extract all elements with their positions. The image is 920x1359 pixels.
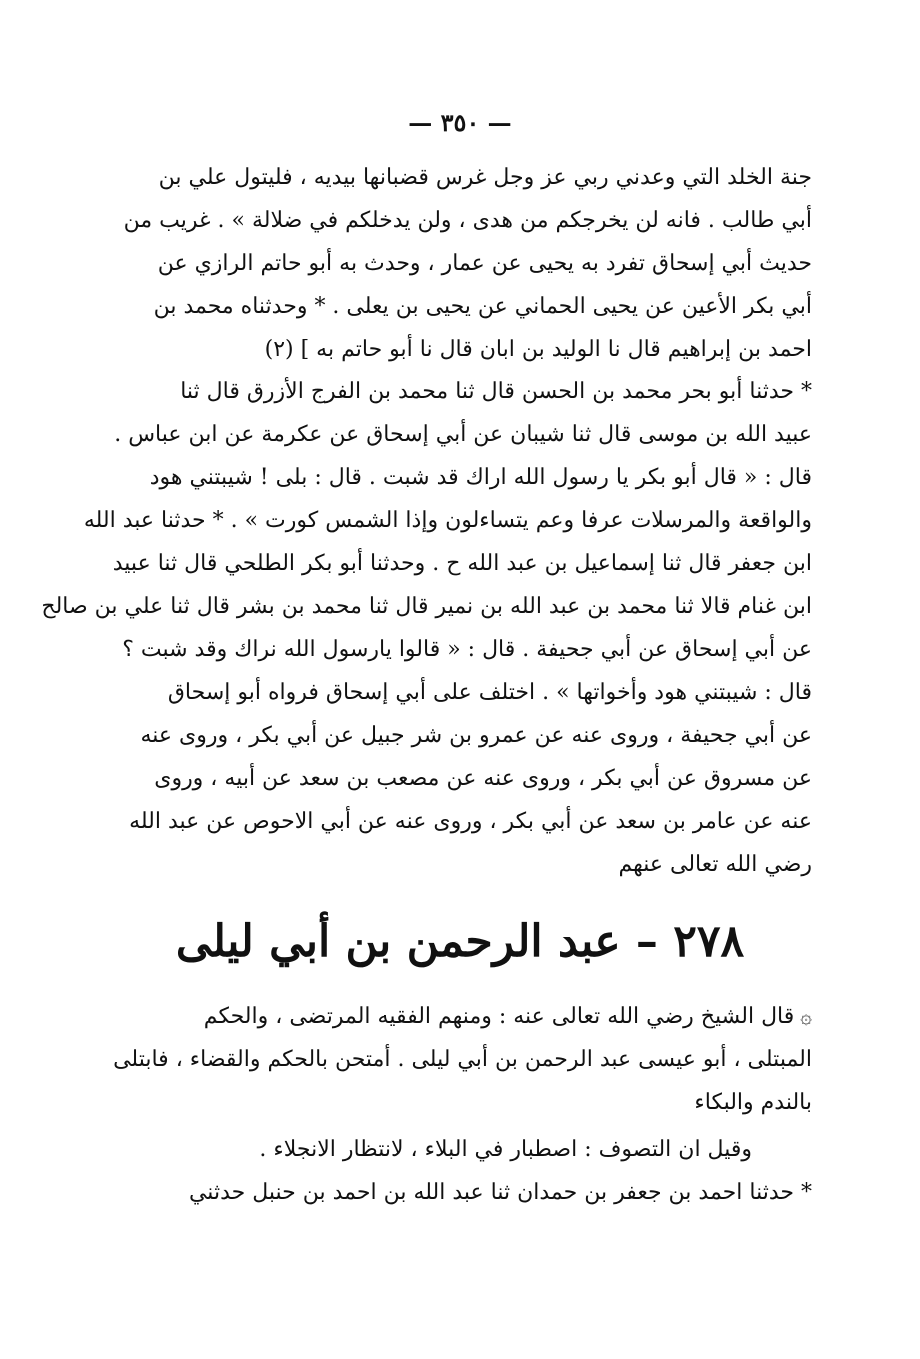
- text-line: أبي طالب . فانه لن يخرجكم من هدى ، ولن يدخلكم في ضلالة » . غريب من: [123, 208, 812, 233]
- text-line: حديث أبي إسحاق تفرد به يحيى عن عمار ، وحدث به أبو حاتم الرازي عن: [157, 251, 812, 276]
- text-line: المبتلى ، أبو عيسى عبد الرحمن بن أبي ليلى . أمتحن بالحكم والقضاء ، فابتلى: [113, 1047, 812, 1072]
- text-line: بالندم والبكاء: [694, 1090, 812, 1115]
- text-line: ابن غنام قالا ثنا محمد بن عبد الله بن نمير قال ثنا محمد بن بشر قال ثنا علي بن صالح: [41, 594, 812, 619]
- text-line: * حدثنا احمد بن جعفر بن حمدان ثنا عبد الله بن احمد بن حنبل حدثني: [188, 1180, 812, 1205]
- text-line: عبيد الله بن موسى قال ثنا شيبان عن أبي إسحاق عن عكرمة عن ابن عباس .: [114, 422, 812, 447]
- text-line: عن أبي جحيفة ، وروى عنه عن عمرو بن شر جبيل عن أبي بكر ، وروى عنه: [140, 723, 812, 748]
- text-line: قال : « قال أبو بكر يا رسول الله اراك قد شبت . قال : بلى ! شيبتني هود: [149, 465, 812, 490]
- text-line-content: قال الشيخ رضي الله تعالى عنه : ومنهم الفقيه المرتضى ، والحكم: [203, 1004, 795, 1029]
- text-line: وقيل ان التصوف : اصطبار في البلاء ، لانتظار الانجلاء .: [259, 1137, 752, 1162]
- text-line: عن مسروق عن أبي بكر ، وروى عنه عن مصعب بن سعد عن أبيه ، وروى: [154, 766, 812, 791]
- text-line: عنه عن عامر بن سعد عن أبي بكر ، وروى عنه عن أبي الاحوص عن عبد الله: [129, 809, 812, 834]
- text-line: احمد بن إبراهيم قال نا الوليد بن ابان قال نا أبو حاتم به ] (٢): [264, 337, 812, 362]
- text-line: ابن جعفر قال ثنا إسماعيل بن عبد الله ح . وحدثنا أبو بكر الطلحي قال ثنا عبيد: [112, 551, 812, 576]
- text-line: جنة الخلد التي وعدني ربي عز وجل غرس قضبانها بيديه ، فليتول علي بن: [158, 165, 812, 190]
- text-line: [132, 995, 812, 1038]
- paragraph-1: [123, 156, 812, 371]
- page-number: — ٣٥٠ —: [408, 108, 512, 137]
- text-line: * حدثنا أبو بحر محمد بن الحسن قال ثنا محمد بن الفرج الأزرق قال ثنا: [180, 379, 812, 404]
- text-line: والواقعة والمرسلات عرفا وعم يتساءلون وإذا الشمس كورت » . * حدثنا عبد الله: [83, 508, 812, 533]
- text-line: قال : شيبتني هود وأخواتها » . اختلف على أبي إسحاق فرواه أبو إسحاق: [167, 680, 812, 705]
- paragraph-2: [41, 370, 812, 886]
- text-line: رضي الله تعالى عنهم: [618, 852, 812, 877]
- text-line: أبي بكر الأعين عن يحيى الحماني عن يحيى بن يعلى . * وحدثناه محمد بن: [153, 294, 812, 319]
- text-line: عن أبي إسحاق عن أبي جحيفة . قال : « قالوا يارسول الله نراك وقد شبت ؟: [122, 637, 812, 662]
- paragraph-4: [132, 1128, 812, 1214]
- paragraph-3: [113, 995, 812, 1124]
- rosette-icon: ۞: [800, 1004, 812, 1028]
- section-heading: ٢٧٨ – عبد الرحمن بن أبي ليلى: [175, 916, 745, 967]
